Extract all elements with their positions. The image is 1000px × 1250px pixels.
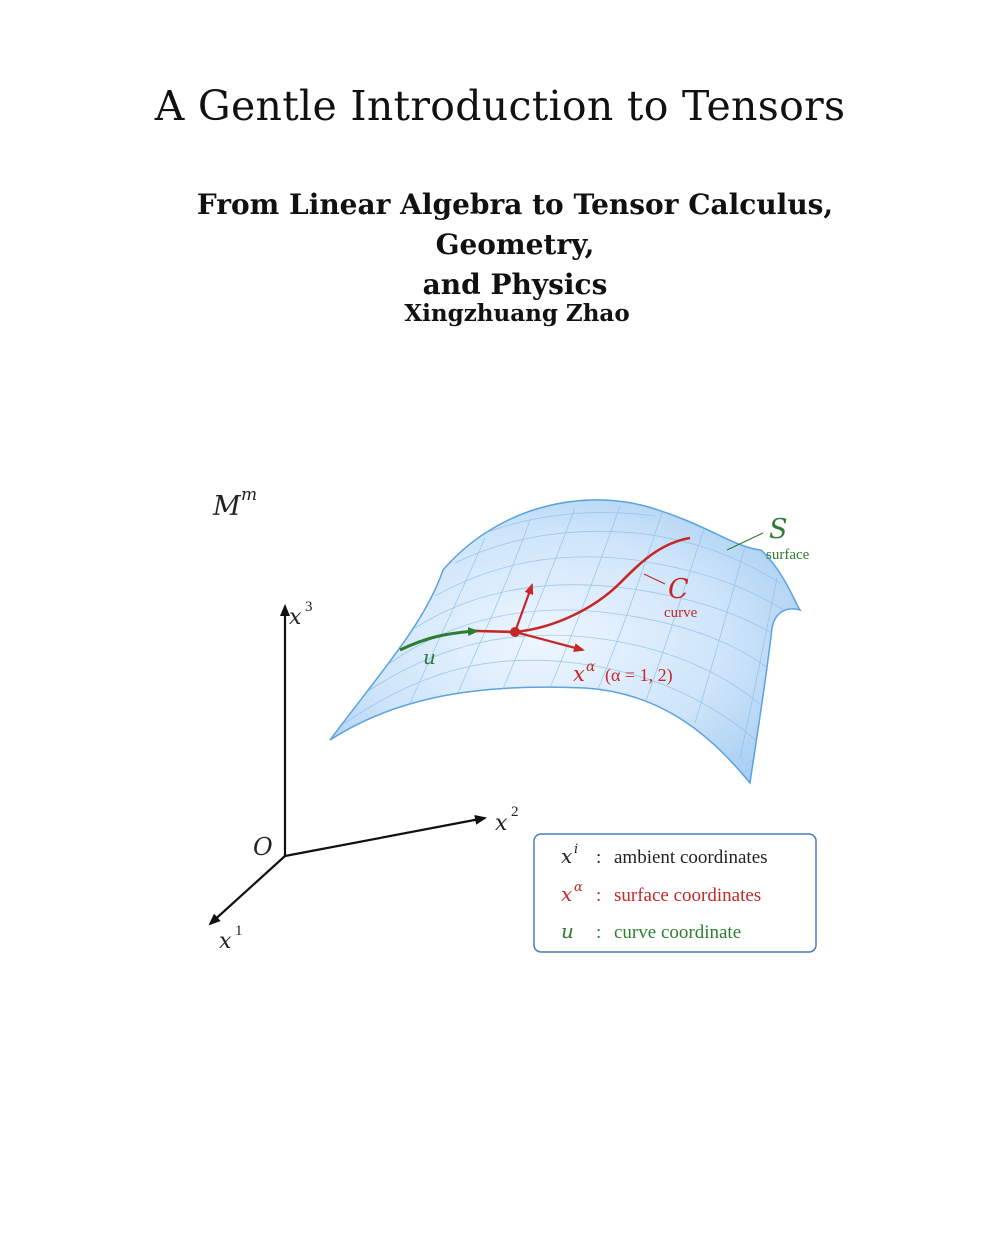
legend-symbol-superscript: i — [574, 842, 579, 857]
axis-x2 — [285, 818, 485, 856]
axis-x2-label: x — [495, 811, 508, 836]
legend-symbol-superscript: α — [574, 880, 583, 895]
tensor-surface-illustration — [195, 478, 840, 964]
book-subtitle — [120, 185, 910, 305]
x-alpha-superscript: α — [586, 659, 596, 675]
u-label: u — [423, 645, 436, 669]
book-author: Xingzhuang Zhao — [404, 300, 630, 327]
manifold-superscript: m — [241, 485, 258, 505]
legend-text: curve coordinate — [614, 922, 742, 943]
legend-separator: : — [596, 847, 602, 868]
legend-symbol: x — [561, 844, 573, 868]
book-title: A Gentle Introduction to Tensors — [154, 82, 846, 130]
subtitle-line-2: and Physics — [422, 268, 608, 301]
legend-text: surface coordinates — [614, 885, 762, 906]
axis-x1-superscript: 1 — [235, 923, 243, 939]
subtitle-line-1: From Linear Algebra to Tensor Calculus, Geometry, — [196, 188, 834, 261]
manifold-label: M — [213, 491, 241, 522]
legend-separator: : — [596, 885, 602, 906]
surface-patch — [330, 500, 800, 783]
x-alpha-range: (α = 1, 2) — [605, 665, 673, 685]
surface-label: surface — [766, 547, 810, 563]
legend-symbol: u — [561, 919, 574, 943]
x-alpha-label: x — [573, 662, 585, 686]
origin-label: O — [253, 833, 273, 861]
curve-point — [510, 627, 520, 637]
surface-symbol: S — [769, 514, 788, 545]
axis-x3-label: x — [289, 605, 302, 630]
legend — [534, 834, 816, 952]
axis-x1-label: x — [219, 929, 232, 954]
legend-separator: : — [596, 922, 602, 943]
axis-x3-superscript: 3 — [305, 599, 313, 615]
legend-symbol: x — [561, 882, 573, 906]
curve-label: curve — [664, 605, 698, 621]
curve-symbol: C — [668, 574, 689, 605]
axis-x1 — [210, 856, 285, 924]
axis-x2-superscript: 2 — [511, 804, 519, 820]
cover-figure — [195, 478, 840, 964]
legend-text: ambient coordinates — [614, 847, 768, 868]
